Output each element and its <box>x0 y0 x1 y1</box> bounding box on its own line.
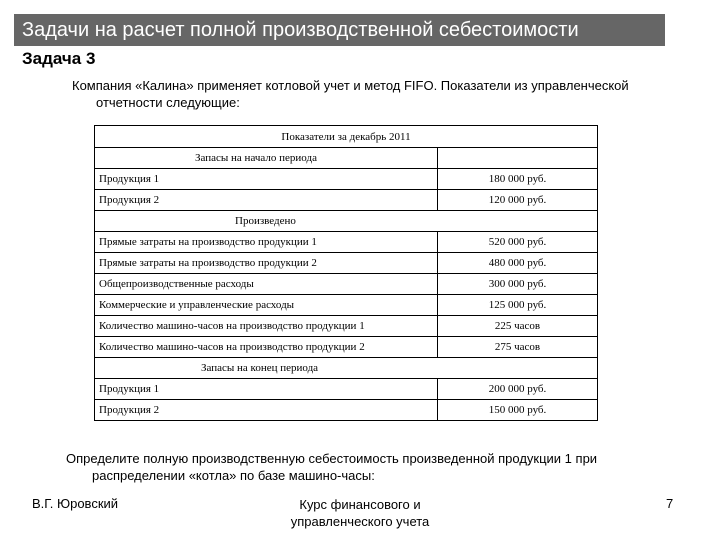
footer-course-line-1: Курс финансового и <box>299 497 421 512</box>
table-row <box>95 295 598 316</box>
table-row <box>95 337 598 358</box>
section-title-opening-stock: Запасы на начало периода <box>95 148 438 169</box>
intro-text <box>72 77 692 111</box>
slide-title: Задачи на расчет полной производственной себестоимости <box>14 14 665 46</box>
table-row <box>95 379 598 400</box>
page-number: 7 <box>666 496 674 511</box>
table-row <box>95 232 598 253</box>
row-value: 300 000 руб. <box>438 274 598 295</box>
section-row <box>95 211 598 232</box>
row-value: 225 часов <box>438 316 598 337</box>
row-value: 480 000 руб. <box>438 253 598 274</box>
intro-line-1: Компания «Калина» применяет котловой учет и метод FIFO. Показатели из управленческой <box>72 78 629 93</box>
section-title-produced: Произведено <box>95 211 598 232</box>
row-label: Продукция 1 <box>95 169 438 190</box>
row-label: Общепроизводственные расходы <box>95 274 438 295</box>
section-row <box>95 148 598 169</box>
row-value: 180 000 руб. <box>438 169 598 190</box>
row-label: Количество машино-часов на производство продукции 2 <box>95 337 438 358</box>
section-title-closing-stock: Запасы на конец периода <box>95 358 598 379</box>
row-value: 125 000 руб. <box>438 295 598 316</box>
table-header-row <box>95 126 598 148</box>
footer-author: В.Г. Юровский <box>32 496 119 511</box>
row-value: 275 часов <box>438 337 598 358</box>
footer-course-line-2: управленческого учета <box>290 514 430 529</box>
question-text <box>66 450 686 484</box>
table-header: Показатели за декабрь 2011 <box>95 126 598 148</box>
table-row <box>95 190 598 211</box>
section-empty-cell <box>438 148 598 169</box>
intro-line-2: отчетности следующие: <box>96 95 240 110</box>
row-label: Коммерческие и управленческие расходы <box>95 295 438 316</box>
task-subtitle: Задача 3 <box>22 49 96 68</box>
question-line-2: распределении «котла» по базе машино-часы: <box>92 468 375 483</box>
row-label: Количество машино-часов на производство продукции 1 <box>95 316 438 337</box>
question-line-1: Определите полную производственную себестоимость произведенной продукции 1 при <box>66 451 598 466</box>
footer-course <box>270 496 450 530</box>
table-row <box>95 316 598 337</box>
indicators-table <box>94 125 598 421</box>
row-value: 150 000 руб. <box>438 400 598 421</box>
row-value: 520 000 руб. <box>438 232 598 253</box>
section-row <box>95 358 598 379</box>
row-label: Продукция 2 <box>95 400 438 421</box>
row-label: Прямые затраты на производство продукции 2 <box>95 253 438 274</box>
table-row <box>95 400 598 421</box>
row-label: Продукция 1 <box>95 379 438 400</box>
row-value: 200 000 руб. <box>438 379 598 400</box>
table-row <box>95 253 598 274</box>
row-label: Продукция 2 <box>95 190 438 211</box>
table-row <box>95 274 598 295</box>
row-label: Прямые затраты на производство продукции 1 <box>95 232 438 253</box>
row-value: 120 000 руб. <box>438 190 598 211</box>
table-row <box>95 169 598 190</box>
